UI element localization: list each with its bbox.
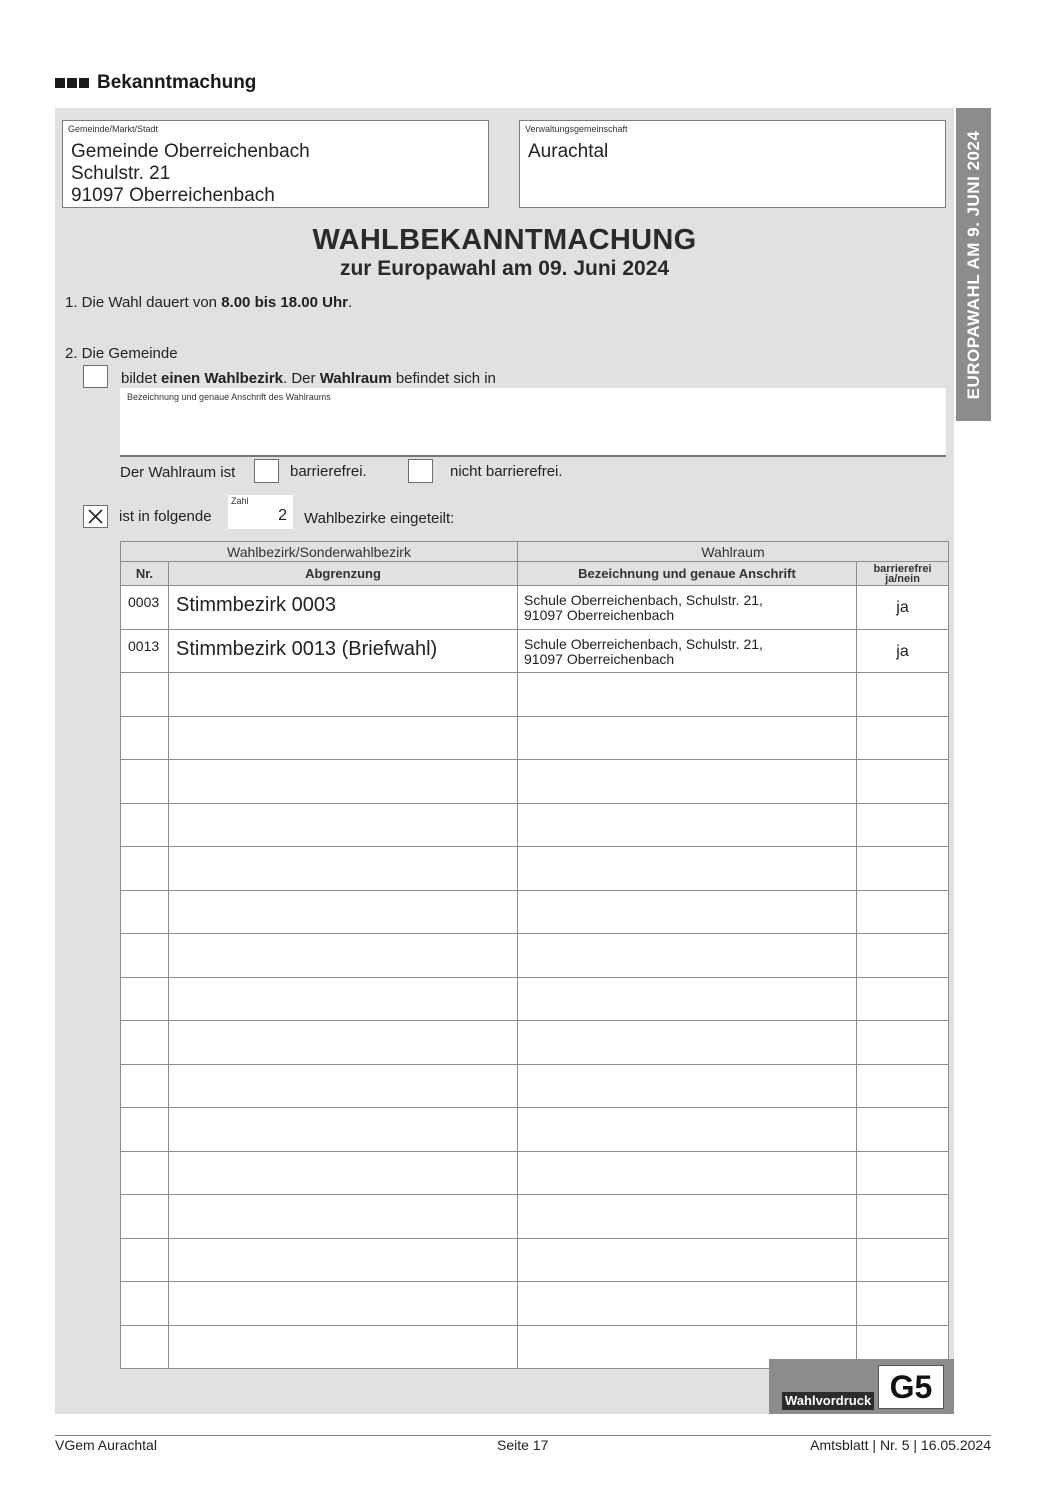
row-nr-empty[interactable] xyxy=(121,847,169,891)
gemeinde-address xyxy=(71,141,310,207)
row-barrierefrei-empty[interactable] xyxy=(857,1021,949,1065)
row-barrierefrei-empty[interactable] xyxy=(857,1195,949,1239)
barrierefrei-label: barrierefrei. xyxy=(290,463,367,480)
row-abgrenzung-empty[interactable] xyxy=(169,1108,518,1152)
table-row xyxy=(121,629,949,673)
row-abgrenzung-empty[interactable] xyxy=(169,977,518,1021)
gemeinde-street: Schulstr. 21 xyxy=(71,163,171,184)
table-row-empty xyxy=(121,1238,949,1282)
zahl-field[interactable] xyxy=(228,495,293,529)
row-nr-empty[interactable] xyxy=(121,1108,169,1152)
option1-d: Wahlraum xyxy=(319,370,392,387)
row-barrierefrei-empty[interactable] xyxy=(857,1238,949,1282)
col-header-anschrift: Bezeichnung und genaue Anschrift xyxy=(518,562,857,586)
row-anschrift xyxy=(518,629,857,673)
footer-divider xyxy=(55,1435,991,1436)
item-1-prefix: 1. Die Wahl dauert von xyxy=(65,294,222,311)
row-barrierefrei: ja xyxy=(857,586,949,630)
row-nr-empty[interactable] xyxy=(121,1282,169,1326)
row-abgrenzung-empty[interactable] xyxy=(169,847,518,891)
vgem-label: Verwaltungsgemeinschaft xyxy=(525,124,628,134)
row-anschrift-empty[interactable] xyxy=(518,847,857,891)
row-abgrenzung-empty[interactable] xyxy=(169,716,518,760)
col-header-barrierefrei-2: ja/nein xyxy=(885,572,920,585)
row-anschrift-empty[interactable] xyxy=(518,1064,857,1108)
vgem-name: Aurachtal xyxy=(528,141,609,162)
row-nr-empty[interactable] xyxy=(121,1151,169,1195)
row-abgrenzung-empty[interactable] xyxy=(169,890,518,934)
row-abgrenzung-empty[interactable] xyxy=(169,673,518,717)
item-1-hours: 8.00 bis 18.00 Uhr xyxy=(221,294,348,311)
row-abgrenzung-empty[interactable] xyxy=(169,1064,518,1108)
row-barrierefrei-empty[interactable] xyxy=(857,934,949,978)
table-row-empty xyxy=(121,847,949,891)
form-badge xyxy=(769,1359,954,1414)
row-anschrift-empty[interactable] xyxy=(518,977,857,1021)
row-nr-empty[interactable] xyxy=(121,934,169,978)
row-anschrift-line2: 91097 Oberreichenbach xyxy=(524,607,675,623)
row-barrierefrei-empty[interactable] xyxy=(857,1064,949,1108)
col-header-barrierefrei xyxy=(857,562,949,586)
zahl-value: 2 xyxy=(278,507,287,524)
row-barrierefrei-empty[interactable] xyxy=(857,760,949,804)
row-anschrift-line1: Schule Oberreichenbach, Schulstr. 21, xyxy=(524,592,763,608)
side-tab-label: EUROPAWAHL AM 9. JUNI 2024 xyxy=(963,130,983,399)
wahlraum-access-label: Der Wahlraum ist xyxy=(120,464,236,481)
row-abgrenzung: Stimmbezirk 0013 (Briefwahl) xyxy=(169,629,518,673)
multiple-districts-suffix: Wahlbezirke eingeteilt: xyxy=(304,510,455,527)
row-barrierefrei-empty[interactable] xyxy=(857,716,949,760)
table-row-empty xyxy=(121,1108,949,1152)
row-barrierefrei-empty[interactable] xyxy=(857,803,949,847)
row-anschrift-empty[interactable] xyxy=(518,934,857,978)
table-row-empty xyxy=(121,1064,949,1108)
footer-right: Amtsblatt | Nr. 5 | 16.05.2024 xyxy=(810,1437,991,1453)
row-nr-empty[interactable] xyxy=(121,977,169,1021)
badge-label: Wahlvordruck xyxy=(782,1392,874,1410)
badge-code-box xyxy=(878,1365,944,1409)
row-nr: 0013 xyxy=(121,629,169,673)
row-nr-empty[interactable] xyxy=(121,1064,169,1108)
row-anschrift-empty[interactable] xyxy=(518,1021,857,1065)
table-row-empty xyxy=(121,1195,949,1239)
row-abgrenzung-empty[interactable] xyxy=(169,1325,518,1369)
row-barrierefrei-empty[interactable] xyxy=(857,977,949,1021)
row-abgrenzung-empty[interactable] xyxy=(169,934,518,978)
table-row-empty xyxy=(121,673,949,717)
row-barrierefrei-empty[interactable] xyxy=(857,1108,949,1152)
row-abgrenzung-empty[interactable] xyxy=(169,1151,518,1195)
option1-c: . Der xyxy=(283,370,320,387)
row-anschrift-line1: Schule Oberreichenbach, Schulstr. 21, xyxy=(524,635,763,652)
row-anschrift-empty[interactable] xyxy=(518,673,857,717)
col-header-barrierefrei-1: barrierefrei xyxy=(873,562,932,575)
row-abgrenzung-empty[interactable] xyxy=(169,760,518,804)
option1-b: einen Wahlbezirk xyxy=(161,370,284,387)
row-anschrift-empty[interactable] xyxy=(518,760,857,804)
nicht-barrierefrei-checkbox[interactable] xyxy=(408,459,433,483)
multiple-districts-checkbox[interactable] xyxy=(83,505,108,528)
district-table xyxy=(120,541,949,1369)
col-header-nr: Nr. xyxy=(121,562,169,586)
table-row-empty xyxy=(121,803,949,847)
barrierefrei-checkbox[interactable] xyxy=(254,459,279,483)
row-barrierefrei: ja xyxy=(857,629,949,673)
badge-code: G5 xyxy=(889,1369,933,1405)
row-abgrenzung-empty[interactable] xyxy=(169,1021,518,1065)
row-anschrift-empty[interactable] xyxy=(518,890,857,934)
zahl-label: Zahl xyxy=(231,496,249,506)
table-row-empty xyxy=(121,1151,949,1195)
gemeinde-name: Gemeinde Oberreichenbach xyxy=(71,141,310,162)
gemeinde-label: Gemeinde/Markt/Stadt xyxy=(68,124,159,134)
row-nr-empty[interactable] xyxy=(121,890,169,934)
table-column-header xyxy=(121,562,949,586)
footer-left: VGem Aurachtal xyxy=(55,1437,157,1453)
table-row-empty xyxy=(121,1282,949,1326)
row-nr-empty[interactable] xyxy=(121,1195,169,1239)
document-title: WAHLBEKANNTMACHUNG xyxy=(312,224,697,256)
item-2-heading: 2. Die Gemeinde xyxy=(65,345,178,362)
wahlraum-field-label: Bezeichnung und genaue Anschrift des Wahlraums xyxy=(127,392,331,402)
option1-a: bildet xyxy=(121,370,162,387)
vgem-box xyxy=(519,120,946,208)
row-anschrift xyxy=(518,586,857,630)
side-tab xyxy=(956,108,991,421)
option1-e: befindet sich in xyxy=(391,370,496,387)
row-barrierefrei-empty[interactable] xyxy=(857,847,949,891)
row-nr-empty[interactable] xyxy=(121,673,169,717)
row-nr-empty[interactable] xyxy=(121,1238,169,1282)
row-anschrift-empty[interactable] xyxy=(518,803,857,847)
row-barrierefrei-empty[interactable] xyxy=(857,1151,949,1195)
row-abgrenzung: Stimmbezirk 0003 xyxy=(169,586,518,630)
row-barrierefrei-empty[interactable] xyxy=(857,673,949,717)
row-anschrift-empty[interactable] xyxy=(518,1108,857,1152)
table-row-empty xyxy=(121,1021,949,1065)
row-nr-empty[interactable] xyxy=(121,760,169,804)
row-nr-empty[interactable] xyxy=(121,716,169,760)
item-1-suffix: . xyxy=(347,294,353,311)
row-abgrenzung-empty[interactable] xyxy=(169,1238,518,1282)
row-barrierefrei-empty[interactable] xyxy=(857,1282,949,1326)
row-nr-empty[interactable] xyxy=(121,1021,169,1065)
header-squares-icon xyxy=(55,78,89,88)
row-anschrift-empty[interactable] xyxy=(518,1282,857,1326)
col-header-abgrenzung: Abgrenzung xyxy=(169,562,518,586)
row-abgrenzung-empty[interactable] xyxy=(169,1195,518,1239)
table-row-empty xyxy=(121,760,949,804)
row-anschrift-empty[interactable] xyxy=(518,1151,857,1195)
one-district-text xyxy=(121,370,496,387)
empty-rows xyxy=(121,673,949,1369)
table-group-header xyxy=(121,542,949,562)
row-barrierefrei-empty[interactable] xyxy=(857,890,949,934)
row-nr-empty[interactable] xyxy=(121,1325,169,1369)
row-nr-empty[interactable] xyxy=(121,803,169,847)
wahlraum-field[interactable] xyxy=(120,388,946,457)
row-anschrift-empty[interactable] xyxy=(518,1195,857,1239)
section-title: Bekanntmachung xyxy=(97,72,257,93)
footer-center: Seite 17 xyxy=(497,1437,549,1453)
one-district-checkbox[interactable] xyxy=(83,365,108,388)
table-row-empty xyxy=(121,977,949,1021)
nicht-barrierefrei-label: nicht barrierefrei. xyxy=(450,463,563,480)
row-abgrenzung-empty[interactable] xyxy=(169,1282,518,1326)
gemeinde-box xyxy=(62,120,489,208)
document-subtitle: zur Europawahl am 09. Juni 2024 xyxy=(339,257,670,280)
check-x-icon xyxy=(84,506,107,527)
group-header-wahlbezirk: Wahlbezirk/Sonderwahlbezirk xyxy=(121,542,518,562)
group-header-wahlraum: Wahlraum xyxy=(518,542,949,562)
table-row-empty xyxy=(121,934,949,978)
row-anschrift-line2: 91097 Oberreichenbach xyxy=(524,650,675,667)
section-header xyxy=(55,72,256,94)
row-anschrift-empty[interactable] xyxy=(518,716,857,760)
row-anschrift-empty[interactable] xyxy=(518,1238,857,1282)
table-row-empty xyxy=(121,890,949,934)
gemeinde-city: 91097 Oberreichenbach xyxy=(71,185,275,206)
table-row xyxy=(121,586,949,630)
item-1-text xyxy=(65,294,352,311)
row-abgrenzung-empty[interactable] xyxy=(169,803,518,847)
table-row-empty xyxy=(121,716,949,760)
multiple-districts-text: ist in folgende xyxy=(119,508,212,525)
row-nr: 0003 xyxy=(121,586,169,630)
